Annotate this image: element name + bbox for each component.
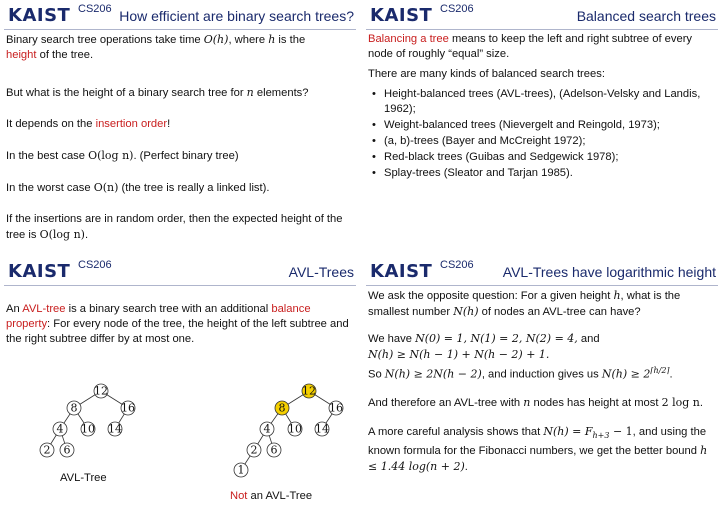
tree-node [260, 422, 274, 436]
non-avl-tree-diagram [184, 380, 344, 480]
svg-text:10: 10 [288, 422, 302, 436]
paragraph: We have N(0) = 1, N(1) = 2, N(2) = 4, and N(h) ≥ N(h − 1) + N(h − 2) + 1. So N(h) ≥ 2N(h − 2), and induction gives us $N(h) \ge 2^{⌈h/2⌉}$. [368, 332, 673, 381]
course-label: CS206 [78, 259, 112, 271]
caption-not-avl-tree: Not an AVL-Tree [230, 490, 313, 502]
tree-node-highlighted [302, 384, 316, 398]
svg-text:16: 16 [121, 401, 135, 415]
svg-text:4: 4 [263, 422, 271, 436]
paragraph: In the worst case O(n) (the tree is really a linked list). [6, 181, 270, 194]
svg-text:6: 6 [63, 443, 71, 457]
caption-avl-tree: AVL-Tree [60, 472, 107, 484]
paragraph: But what is the height of a binary search tree for n elements? [6, 86, 309, 99]
slide-body [368, 32, 714, 182]
slide-title: How efficient are binary search trees? [119, 8, 354, 24]
paragraph: In the best case O(log n). (Perfect binary tree) [6, 149, 239, 162]
svg-text:4: 4 [56, 422, 64, 436]
svg-text:14: 14 [315, 422, 329, 436]
list-item: • Splay-trees (Sleator and Tarjan 1985). [372, 166, 714, 181]
slide-body [368, 288, 714, 489]
tree-node [329, 401, 343, 415]
paragraph: If the insertions are in random order, then the expected height of the tree is O(log n). [6, 213, 343, 241]
svg-text:8: 8 [70, 401, 78, 415]
slide-header [4, 2, 356, 30]
tree-node [121, 401, 135, 415]
header-rule [4, 285, 356, 286]
tree-node [234, 463, 248, 477]
svg-text:1: 1 [237, 463, 245, 477]
tree-node [94, 384, 108, 398]
tree-node [60, 443, 74, 457]
slide-header [366, 258, 718, 286]
svg-text:6: 6 [270, 443, 278, 457]
svg-text:8: 8 [278, 401, 286, 415]
tree-node-highlighted [275, 401, 289, 415]
kaist-logo: KAIST [8, 261, 71, 282]
svg-text:10: 10 [81, 422, 95, 436]
header-rule [366, 285, 718, 286]
tree-node [108, 422, 122, 436]
paragraph: It depends on the insertion order! [6, 118, 171, 130]
course-label: CS206 [78, 3, 112, 15]
kaist-logo: KAIST [370, 5, 433, 26]
svg-text:2: 2 [250, 443, 258, 457]
tree-node [53, 422, 67, 436]
header-rule [4, 29, 356, 30]
svg-text:2: 2 [43, 443, 51, 457]
paragraph: A more careful analysis shows that $N(h) = F_{h+3} - 1$, and using the known formula for the Fibonacci numbers, we get the better bound h ≤ 1.44 log(n + 2). [368, 424, 708, 473]
tree-node [247, 443, 261, 457]
tree-node [315, 422, 329, 436]
paragraph: And therefore an AVL-tree with n nodes has height at most 2 log n. [368, 395, 703, 409]
list-item: • (a, b)-trees (Bayer and McCreight 1972); [372, 134, 714, 149]
header-rule [366, 29, 718, 30]
tree-kinds-list [372, 87, 714, 181]
list-item: • Height-balanced trees (AVL-trees), (Adelson-Velsky and Landis, 1962); [372, 87, 714, 117]
slide-avl-trees [4, 258, 356, 508]
svg-text:12: 12 [302, 384, 316, 398]
list-item: • Red-black trees (Guibas and Sedgewick 1978); [372, 150, 714, 165]
slide-header [366, 2, 718, 30]
tree-node [267, 443, 281, 457]
kaist-logo: KAIST [370, 261, 433, 282]
course-label: CS206 [440, 259, 474, 271]
svg-text:16: 16 [329, 401, 343, 415]
paragraph: We ask the opposite question: For a given height h, what is the smallest number N(h) of nodes an AVL-tree can have? [368, 289, 681, 318]
paragraph: Balancing a tree means to keep the left and right subtree of every node of roughly “equal” size. [368, 33, 693, 60]
list-item: • Weight-balanced trees (Nievergelt and Reingold, 1973); [372, 118, 714, 133]
slide-title: AVL-Trees [288, 264, 354, 280]
slide-binary-search-efficiency [4, 2, 356, 252]
tree-node [288, 422, 302, 436]
slide-header [4, 258, 356, 286]
slide-avl-logarithmic-height [366, 258, 718, 508]
kaist-logo: KAIST [8, 5, 71, 26]
tree-node [81, 422, 95, 436]
slide-balanced-search-trees [366, 2, 718, 252]
slide-title: Balanced search trees [576, 8, 716, 24]
slide-body [6, 302, 352, 361]
slide-body [6, 32, 352, 257]
tree-node [67, 401, 81, 415]
paragraph: Binary search tree operations take time O(h), where h is the height of the tree. [6, 33, 306, 61]
avl-tree-diagram [4, 380, 164, 460]
slide-title: AVL-Trees have logarithmic height [502, 264, 716, 280]
svg-text:14: 14 [108, 422, 122, 436]
course-label: CS206 [440, 3, 474, 15]
paragraph: An AVL-tree is a binary search tree with an additional balance property: For every node of the tree, the height of the left subtree and the right subtree differ by at most one. [6, 303, 349, 345]
paragraph: There are many kinds of balanced search trees: [368, 68, 605, 80]
tree-node [40, 443, 54, 457]
svg-text:12: 12 [94, 384, 108, 398]
